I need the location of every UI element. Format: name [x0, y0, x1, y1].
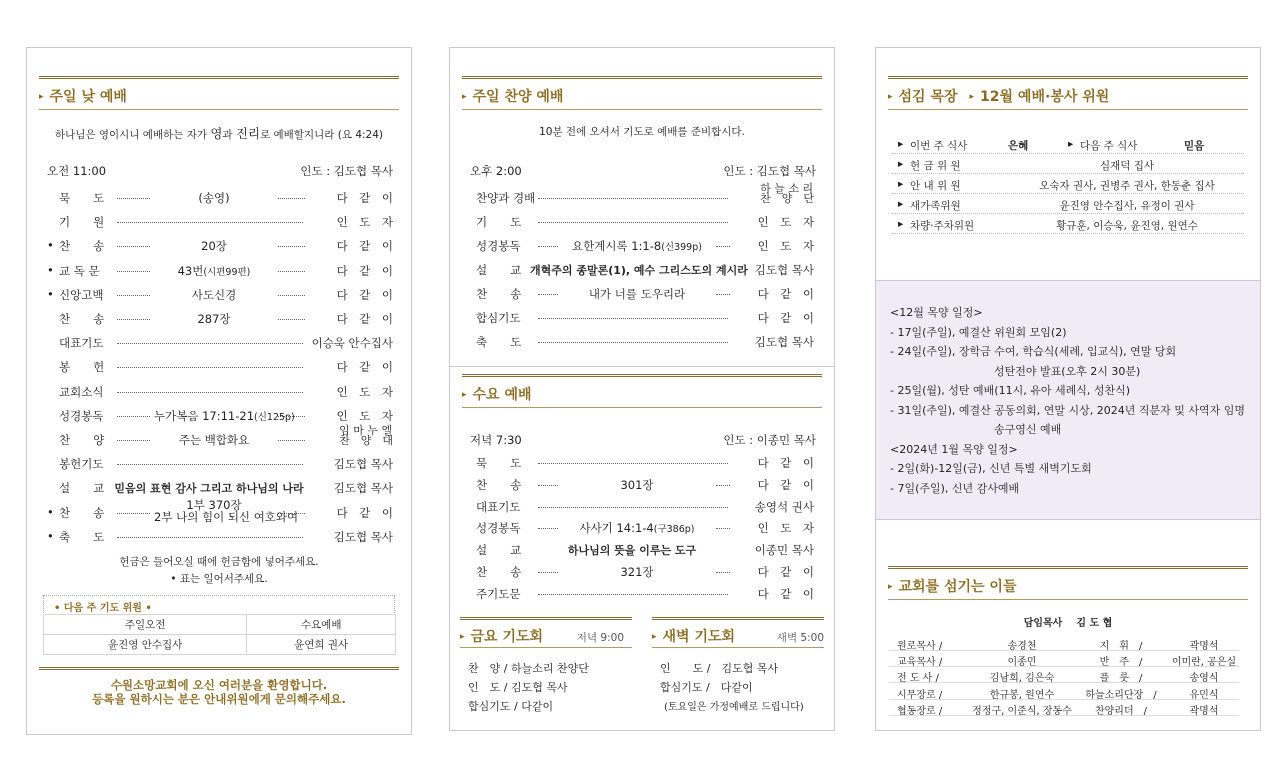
staff-role: 전 도 사 / — [897, 673, 939, 685]
order-row — [47, 497, 393, 524]
section-title: 섬김 목장 — [898, 89, 958, 105]
order-by: 인 도 자 — [336, 215, 393, 230]
order-content: 301장 — [620, 477, 654, 492]
order-by: 김도협 목사 — [333, 481, 393, 496]
order-content: 하나님의 뜻을 이루는 도구 — [567, 544, 697, 558]
staff-name: 한규봉, 원연수 — [989, 689, 1055, 701]
divider — [39, 667, 399, 670]
order-item: 교 독 문 — [59, 263, 100, 278]
staff-name: 곽명석 — [1189, 705, 1219, 717]
order-item: 성경봉독 — [59, 408, 104, 423]
order-row — [59, 424, 393, 450]
leader-dots — [117, 287, 150, 296]
role-value: 황규훈, 이승욱, 윤진영, 원연수 — [1056, 220, 1198, 232]
standing-mark: • — [47, 262, 54, 277]
staff-name: 유민식 — [1189, 689, 1219, 701]
order-item: 찬 양 — [59, 433, 105, 447]
leader-dots — [278, 311, 305, 320]
leader-dots — [117, 456, 303, 465]
standing-note: • 표는 일어서주세요. — [170, 573, 268, 585]
role-row — [892, 214, 1244, 234]
order-row — [476, 236, 814, 256]
welcome-line-2: 등록을 원하시는 분은 안내위원에게 문의해주세요. — [92, 692, 346, 706]
section-header — [460, 617, 632, 648]
leader-dots — [538, 477, 558, 486]
order-row — [59, 382, 393, 402]
schedule-line: - 7일(주일), 신년 감사예배 — [890, 481, 1020, 495]
bullet-icon: ▸ — [969, 92, 975, 102]
order-row — [476, 212, 814, 232]
service-leader: 인도 : 김도협 목사 — [300, 164, 393, 178]
order-row — [59, 212, 393, 232]
bullet-icon: ▸ — [898, 138, 904, 150]
leader-dots — [278, 238, 305, 247]
order-row — [59, 478, 393, 498]
section-title: 주일 낮 예배 — [49, 89, 127, 105]
staff-role: 플 룻 / — [1099, 673, 1143, 685]
leader-dots — [117, 335, 303, 344]
leader-dots — [278, 432, 305, 441]
order-by: 김도협 목사 — [754, 335, 814, 349]
bullet-icon: ▸ — [898, 158, 904, 170]
order-by: 다 같 이 — [336, 360, 393, 375]
order-row — [476, 182, 814, 208]
order-row — [476, 497, 814, 517]
order-row — [476, 284, 814, 304]
prayer-committee-header — [43, 595, 395, 615]
staff-row — [889, 651, 1239, 667]
leader-dots — [538, 190, 728, 199]
section-header — [652, 617, 824, 648]
schedule-line: 성탄전야 발표(오후 2시 30분) — [994, 364, 1141, 378]
section-header — [462, 374, 822, 408]
order-content: 287장 — [197, 312, 231, 326]
order-by: 송영석 권사 — [754, 499, 814, 514]
meal-label: 이번 주 식사 — [910, 140, 968, 152]
section-time: 새벽 5:00 — [776, 632, 824, 644]
verse-text: 하나님은 영이시니 예배하는 자가 — [54, 129, 211, 141]
praise-service-panel — [449, 47, 835, 731]
order-content: 요한계시록 1:1-8(신399p) — [572, 239, 702, 253]
section-subtitle: 12월 예배·봉사 위원 — [980, 89, 1110, 105]
order-item: 주기도문 — [476, 586, 521, 601]
leader-dots — [716, 520, 730, 529]
schedule-line: - 17일(주일), 예결산 위원회 모임(2) — [890, 325, 1067, 339]
role-label: 새가족위원 — [910, 200, 961, 212]
staff-row — [889, 667, 1239, 683]
standing-mark: • — [47, 504, 54, 519]
leader-dots — [117, 190, 150, 199]
service-time: 저녁 7:30 — [470, 433, 522, 447]
order-by: 김도협 목사 — [754, 263, 814, 277]
section-title: 새벽 기도회 — [662, 629, 736, 645]
role-label: 헌 금 위 원 — [910, 160, 961, 172]
leader-dots — [117, 359, 303, 368]
order-item: 찬 송 — [59, 505, 105, 520]
order-row — [476, 518, 814, 538]
order-row — [59, 309, 393, 329]
bullet-icon: ▸ — [462, 92, 467, 102]
order-by: 이승욱 안수집사 — [311, 336, 393, 351]
order-by: 이종민 목사 — [754, 543, 814, 558]
leader-dots — [538, 310, 728, 319]
order-by: 다 같 이 — [757, 586, 814, 601]
order-item: 찬 송 — [476, 287, 522, 301]
dawn-line: 인 도 / 김도협 목사 — [660, 662, 779, 675]
dawn-details — [660, 660, 804, 717]
order-item: 교회소식 — [59, 384, 104, 399]
bullet-icon: ▸ — [1068, 138, 1074, 150]
order-item: 찬 송 — [59, 312, 105, 326]
order-row — [59, 454, 393, 474]
order-by: 다 같 이 — [757, 565, 814, 579]
order-item: 설 교 — [59, 481, 105, 496]
leader-dots — [538, 564, 558, 573]
order-row — [59, 406, 393, 426]
order-by: 인 도 자 — [757, 239, 814, 253]
service-time-row — [470, 430, 816, 450]
leader-dots — [117, 238, 150, 247]
service-time: 오전 11:00 — [47, 164, 107, 178]
bullet-icon: ▸ — [888, 92, 893, 102]
section-title: 수요 예배 — [472, 387, 532, 403]
order-row — [476, 540, 814, 560]
friday-line: 찬 양 / 하늘소리 찬양단 — [468, 662, 589, 675]
order-content: 사사기 14:1-4(구386p) — [579, 521, 695, 536]
verse-emphasis: 진리 — [235, 126, 261, 141]
order-content: (송영) — [198, 191, 230, 205]
leader-dots — [538, 334, 728, 343]
service-leader: 인도 : 김도협 목사 — [723, 164, 816, 178]
order-by: 다 같 이 — [757, 287, 814, 301]
role-label: 차량·주차위원 — [910, 220, 975, 232]
senior-pastor-label: 담임목사 — [1023, 618, 1063, 629]
leader-dots — [117, 214, 303, 223]
leader-dots — [117, 263, 150, 272]
leader-dots — [538, 499, 728, 508]
order-item: 묵 도 — [476, 456, 522, 470]
leader-dots — [117, 384, 303, 393]
staff-role: 시무장로 / — [897, 689, 943, 701]
leader-dots — [117, 408, 150, 417]
order-item: 합심기도 — [476, 311, 521, 325]
staff-name: 김남희, 김은숙 — [989, 673, 1055, 685]
leader-dots — [716, 564, 730, 573]
standing-mark: • — [47, 238, 54, 253]
staff-name: 송경천 — [1007, 641, 1037, 652]
leader-dots — [278, 190, 305, 199]
service-leader: 인도 : 이종민 목사 — [723, 433, 816, 447]
schedule-line: - 31일(주일), 예결산 공동의회, 연말 시상, 2024년 직분자 및 사역자 임명 — [890, 403, 1246, 417]
dawn-note: (토요일은 가정예배로 드립니다) — [664, 702, 804, 713]
section-title: 주일 찬양 예배 — [472, 89, 564, 105]
role-value: 오숙자 권사, 권병주 권사, 한동춘 집사 — [1039, 180, 1215, 192]
prayer-header-sunday: 주일오전 — [44, 615, 247, 635]
section-header — [888, 76, 1248, 110]
order-item: 설 교 — [476, 263, 522, 277]
leader-dots — [278, 287, 305, 296]
order-row — [476, 475, 814, 495]
scripture-verse — [27, 124, 411, 142]
leader-dots — [538, 586, 728, 595]
leader-dots — [538, 520, 558, 529]
staff-row — [889, 635, 1239, 651]
order-by: 다 같 이 — [336, 263, 393, 278]
leader-dots — [117, 311, 150, 320]
section-header — [462, 76, 822, 110]
bullet-icon: ▸ — [39, 92, 44, 102]
section-header — [888, 566, 1248, 600]
order-item: 설 교 — [476, 543, 522, 558]
order-item: 봉 헌 — [59, 360, 105, 375]
order-content: 믿음의 표현 감사 그리고 하나님의 나라 — [114, 482, 304, 496]
order-row — [47, 527, 393, 547]
order-content: 20장 — [201, 239, 227, 254]
order-item: 축 도 — [59, 529, 105, 544]
order-by: 다 같 이 — [757, 311, 814, 325]
friday-line: 합심기도 / 다같이 — [468, 700, 554, 713]
service-time-row — [47, 161, 393, 181]
leader-dots — [538, 238, 558, 247]
leader-dots — [117, 529, 303, 538]
leader-dots — [538, 455, 728, 464]
order-row — [476, 260, 814, 280]
order-row — [59, 188, 393, 208]
order-by: 인 도 자 — [336, 408, 393, 423]
order-item: 대표기도 — [476, 499, 521, 514]
order-item: 기 원 — [59, 215, 105, 230]
ministry-panel — [875, 47, 1261, 731]
order-item: 축 도 — [476, 335, 522, 349]
order-row — [476, 308, 814, 328]
order-row — [59, 333, 393, 353]
schedule-line: - 25일(월), 성탄 예배(11시, 유아 세례식, 성찬식) — [890, 384, 1130, 397]
staff-row — [889, 700, 1239, 716]
prayer-committee-table — [43, 614, 396, 655]
order-by: 인 도 자 — [757, 521, 814, 536]
staff-role: 하늘소리단장 / — [1085, 689, 1157, 701]
bullet-icon: ▸ — [460, 632, 465, 642]
order-by: 다 같 이 — [336, 191, 393, 205]
section-title: 금요 기도회 — [470, 629, 544, 645]
offering-note: 헌금은 들어오실 때에 헌금함에 넣어주세요. — [119, 556, 319, 568]
schedule-line: - 24일(주일), 장학금 수여, 학습식(세례, 입교식), 연말 당회 — [890, 345, 1177, 358]
order-row — [476, 584, 814, 604]
role-row — [892, 174, 1244, 194]
schedule-line: - 2일(화)-12일(금), 신년 특별 새벽기도회 — [890, 462, 1092, 475]
verse-emphasis: 영 — [210, 126, 223, 141]
role-value: 윤진영 안수집사, 유정이 권사 — [1059, 200, 1195, 212]
leader-dots — [716, 286, 730, 295]
prayer-name-sunday: 윤진영 안수집사 — [44, 635, 247, 655]
staff-role: 교육목사 / — [897, 657, 943, 669]
order-by: 하 늘 소 리 찬 양 단 — [760, 182, 814, 205]
staff-name: 곽명석 — [1189, 641, 1219, 652]
bullet-icon: ▸ — [888, 582, 893, 592]
order-by: 다 같 이 — [336, 239, 393, 254]
section-title: 교회를 섬기는 이들 — [898, 579, 1017, 595]
order-by: 김도협 목사 — [333, 457, 393, 472]
order-by: 인 도 자 — [757, 215, 814, 229]
staff-name: 정정구, 이준식, 장동수 — [972, 705, 1072, 717]
leader-dots — [117, 505, 150, 514]
order-row — [59, 357, 393, 377]
service-time: 오후 2:00 — [470, 164, 522, 178]
role-row — [892, 154, 1244, 174]
order-by: 인 도 자 — [336, 384, 393, 399]
order-row — [476, 562, 814, 582]
next-meal-label: 다음 주 식사 — [1080, 140, 1138, 152]
order-content: 1부 370장 2부 나의 힘이 되신 여호와여 — [154, 497, 299, 524]
intro-note: 10분 전에 오셔서 기도로 예배를 준비합시다. — [539, 126, 745, 138]
bullet-icon: ▸ — [462, 390, 467, 400]
order-by: 다 같 이 — [336, 287, 393, 302]
staff-name: 이미란, 공은실 — [1171, 657, 1237, 669]
schedule-line: <2024년 1월 목양 일정> — [890, 442, 1018, 456]
order-by: 다 같 이 — [336, 505, 393, 520]
staff-name: 송영식 — [1189, 673, 1219, 685]
order-item: 기 도 — [476, 215, 522, 229]
order-item: 찬 송 — [476, 477, 522, 492]
divider — [450, 366, 834, 367]
prayer-committee-title: • 다음 주 기도 위원 • — [54, 603, 152, 614]
schedule-box — [876, 280, 1260, 520]
leader-dots — [117, 432, 150, 441]
meal-row — [892, 134, 1244, 154]
friday-line: 인 도 / 김도협 목사 — [468, 681, 568, 694]
bullet-icon: ▸ — [898, 218, 904, 230]
leader-dots — [716, 238, 730, 247]
order-content: 주는 백합화요 — [178, 433, 250, 447]
leader-dots — [538, 286, 558, 295]
role-label: 안 내 위 원 — [910, 180, 961, 192]
meal-value: 은혜 — [1008, 140, 1029, 152]
role-value: 심재덕 집사 — [1099, 160, 1155, 172]
order-item: 신앙고백 — [59, 287, 104, 302]
staff-role: 협동장로 / — [897, 705, 943, 717]
order-item: 성경봉독 — [476, 239, 521, 253]
order-by: 다 같 이 — [757, 456, 814, 470]
order-item: 봉헌기도 — [59, 457, 104, 472]
order-content: 개혁주의 종말론(1), 예수 그리스도의 계시라 — [530, 264, 748, 277]
order-content: 누가복음 17:11-21(신125p) — [154, 408, 295, 423]
order-item: 찬 송 — [476, 565, 522, 579]
order-item: 성경봉독 — [476, 521, 521, 536]
standing-mark: • — [47, 286, 54, 301]
schedule-line: <12월 목양 일정> — [890, 306, 983, 319]
order-by: 김도협 목사 — [333, 529, 393, 544]
order-content: 사도신경 — [191, 287, 237, 302]
order-row — [47, 285, 393, 305]
dawn-line: 합심기도 / 다같이 — [660, 681, 753, 694]
order-item: 찬양과 경배 — [476, 191, 536, 205]
senior-pastor-name: 김 도 협 — [1076, 618, 1113, 629]
bullet-icon: ▸ — [898, 198, 904, 210]
order-by: 임 마 누 엘 찬 양 대 — [339, 424, 393, 447]
order-item: 대표기도 — [59, 336, 104, 351]
staff-row — [889, 684, 1239, 700]
order-row — [476, 332, 814, 352]
staff-role: 찬양리더 / — [1094, 705, 1147, 717]
friday-details — [468, 660, 589, 717]
order-content: 321장 — [620, 565, 654, 579]
standing-mark: • — [47, 528, 54, 543]
senior-pastor-row — [876, 614, 1260, 629]
order-row — [47, 236, 393, 256]
verse-text: 과 — [222, 129, 236, 141]
leader-dots — [716, 477, 730, 486]
staff-role: 지 휘 / — [1099, 641, 1143, 652]
verse-text: 로 예배할지니라 (요 4:24) — [260, 129, 383, 141]
role-row — [892, 194, 1244, 214]
section-time: 저녁 9:00 — [576, 632, 624, 644]
prayer-header-wednesday: 수요예배 — [247, 615, 396, 635]
staff-role: 반 주 / — [1099, 657, 1143, 669]
next-meal-value: 믿음 — [1184, 140, 1205, 152]
section-header — [39, 76, 399, 110]
staff-role: 원로목사 / — [897, 641, 943, 652]
order-row — [476, 453, 814, 473]
bullet-icon: ▸ — [652, 632, 657, 642]
schedule-line: 송구영신 예배 — [994, 423, 1062, 436]
bullet-icon: ▸ — [898, 178, 904, 190]
order-content: 43번(시편99편) — [177, 263, 251, 278]
sunday-service-panel — [26, 47, 412, 735]
order-content: 내가 너를 도우리라 — [588, 287, 686, 301]
staff-name: 이종민 — [1007, 657, 1037, 669]
leader-dots — [278, 263, 305, 272]
welcome-line-1: 수원소망교회에 오신 여러분을 환영합니다. — [110, 678, 328, 692]
order-by: 다 같 이 — [336, 312, 393, 326]
leader-dots — [538, 214, 728, 223]
order-row — [47, 261, 393, 281]
service-time-row — [470, 161, 816, 181]
order-by: 다 같 이 — [757, 477, 814, 492]
prayer-name-wednesday: 윤연희 권사 — [247, 635, 396, 655]
order-item: 찬 송 — [59, 239, 105, 254]
order-item: 묵 도 — [59, 191, 105, 205]
